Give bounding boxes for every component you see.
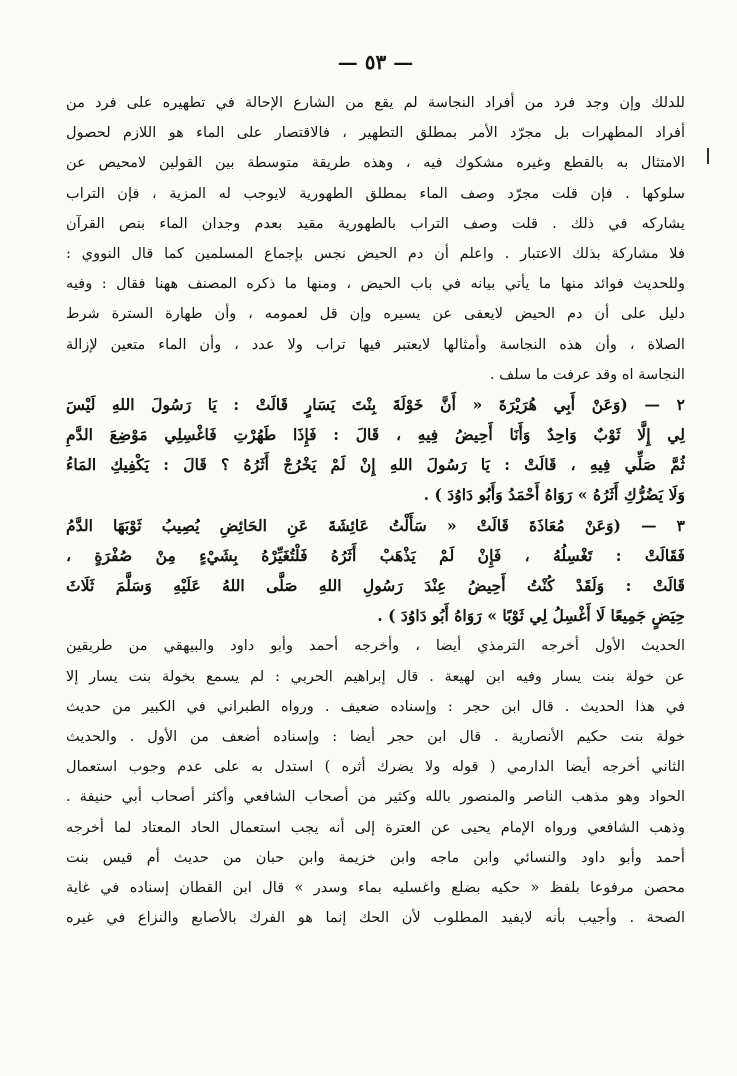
text-line: عن خولة بنت يسار وفيه ابن لهيعة . قال إبراهيم الحربي : لم يسمع بخولة بنت يسار إلا (66, 667, 685, 685)
text-line: الحواد وهو مذهب الناصر والمنصور بالله وكثير من أصحاب الشافعي وأكثر أصحاب أبي حنيفة . (66, 788, 685, 806)
text-line: في هذا الحديث . قال ابن حجر : وإسناده ضعيف . ورواه الطبراني في الكبير من حديث (66, 697, 685, 715)
text-line: للدلك وإن وجد فرد من أفراد النجاسة لم يقع من الشارع الإحالة في تطهيره على فرد من (66, 94, 685, 111)
text-line: دليل على أن دم الحيض لايعفى عن يسيره وإن قل لعمومه ، وأن طهارة السترة شرط (66, 305, 685, 323)
page-number: — ٥٣ — (337, 50, 414, 74)
hadith-line: ٢ — (وَعَنْ أَبِي هُرَيْرَةَ « أَنَّ خَوْلَةَ بِنْتَ يَسَارٍ قَالَتْ : يَا رَسُولَ اللهِ لَيْسَ (66, 394, 685, 414)
text-line: وللحديث فوائد منها ما يأتي بيانه في باب الحيض ، ومنها ما ذكره المصنف ههنا فقال : وفيه (66, 275, 685, 293)
text-line: خولة بنت حكيم الأنصارية . قال ابن حجر أيضا : وإسناده أضعف من الأول . والحديث (66, 727, 685, 745)
text-line: الحديث الأول أخرجه الترمذي أيضا ، وأخرجه أحمد وأبو داود والبيهقي من طريقين (66, 637, 685, 655)
hadith-line: حِيَضٍ جَمِيعًا لَا أَغْسِلُ لِي ثَوْبًا » رَوَاهُ أَبُو دَاوُدَ ) . (377, 606, 685, 626)
text-line: الصلاة ، وأن هذه النجاسة وأمثالها لايعتبر فيها تراب ولا عدد ، وأن الماء متعين لإزالة (66, 335, 685, 353)
text-line: محصن مرفوعا بلفظ « حكيه بضلع واغسليه بماء وسدر » قال ابن القطان إسناده في غاية (66, 878, 685, 896)
hadith-line: فَقَالَتْ : تَغْسِلُهُ ، فَإِنْ لَمْ يَذْهَبْ أَثَرُهُ فَلْتُغَيِّرْهُ بِشَيْءٍ مِنْ صُفْرَةٍ ، (66, 545, 685, 565)
text-line: سلوكها . فإن قلت مجرّد وصف الماء بمطلق الطهورية لايوجب له المزية ، فإن التراب (66, 184, 685, 202)
text-line: أحمد وأبو داود والنسائي وابن ماجه وابن خزيمة وابن حبان من حديث أم قيس بنت (66, 848, 685, 866)
text-line: فلا مشاركة بذلك الاعتبار . واعلم أن دم الحيض نجس بإجماع المسلمين كما قال النووي : (66, 244, 685, 262)
text-line: يشاركه في ذلك . قلت وصف التراب بالطهورية مقيد بعدم وجدان الماء بنص القرآن (66, 214, 685, 232)
margin-mark (707, 148, 709, 164)
text-line: أفراد المطهرات بل مجرّد الأمر بمطلق التطهير ، فالاقتصار على الماء هو اللازم لحصول (66, 124, 685, 142)
text-line: وذهب الشافعي ورواه الإمام يحيى عن العترة إلى أنه يجب استعمال الحاد المعتاد لما أخرجه (66, 818, 685, 836)
hadith-line: قَالَتْ : وَلَقَدْ كُنْتُ أَحِيضُ عِنْدَ رَسُولِ اللهِ صَلَّى اللهُ عَلَيْهِ وَسَلَّمَ ثَلَاثَ (66, 576, 685, 595)
text-line: الامتثال به بالقطع وغيره مشكوك فيه ، وهذه طريقة متوسطة بين القولين لامحيص عن (66, 154, 685, 172)
body-text (66, 88, 685, 933)
hadith-line: لِي إِلَّا ثَوْبٌ وَاحِدٌ وَأَنَا أَحِيضُ فِيهِ ، قَالَ : فَإِذَا طَهُرْتِ فَاغْسِلِي مَوْضِعَ الدَّمِ (66, 425, 685, 445)
hadith-line: ٣ — (وَعَنْ مُعَاذَةَ قَالَتْ « سَأَلْتُ عَائِشَةَ عَنِ الحَائِضِ يُصِيبُ ثَوْبَهَا الدَّمُ (66, 515, 685, 535)
text-line: الثاني أخرجه أيضا الدارمي ( قوله ولا يضرك أثره ) استدل به على عدم وجوب استعمال (66, 758, 685, 776)
hadith-line: ثُمَّ صَلِّي فِيهِ ، قَالَتْ : يَا رَسُولَ اللهِ إِنْ لَمْ يَخْرُجْ أَثَرُهُ ؟ قَالَ : يَكْفِيكِ المَاءُ (66, 455, 685, 475)
hadith-line: وَلَا يَضُرُّكِ أَثَرُهُ » رَوَاهُ أَحْمَدُ وَأَبُو دَاوُدَ ) . (423, 485, 685, 505)
text-line: الصحة . وأجيب بأنه لايفيد المطلوب لأن الحك إنما هو الفرك بالأصابع والنزاع في غيره (66, 909, 685, 927)
text-line: النجاسة اه وقد عرفت ما سلف . (489, 365, 685, 383)
